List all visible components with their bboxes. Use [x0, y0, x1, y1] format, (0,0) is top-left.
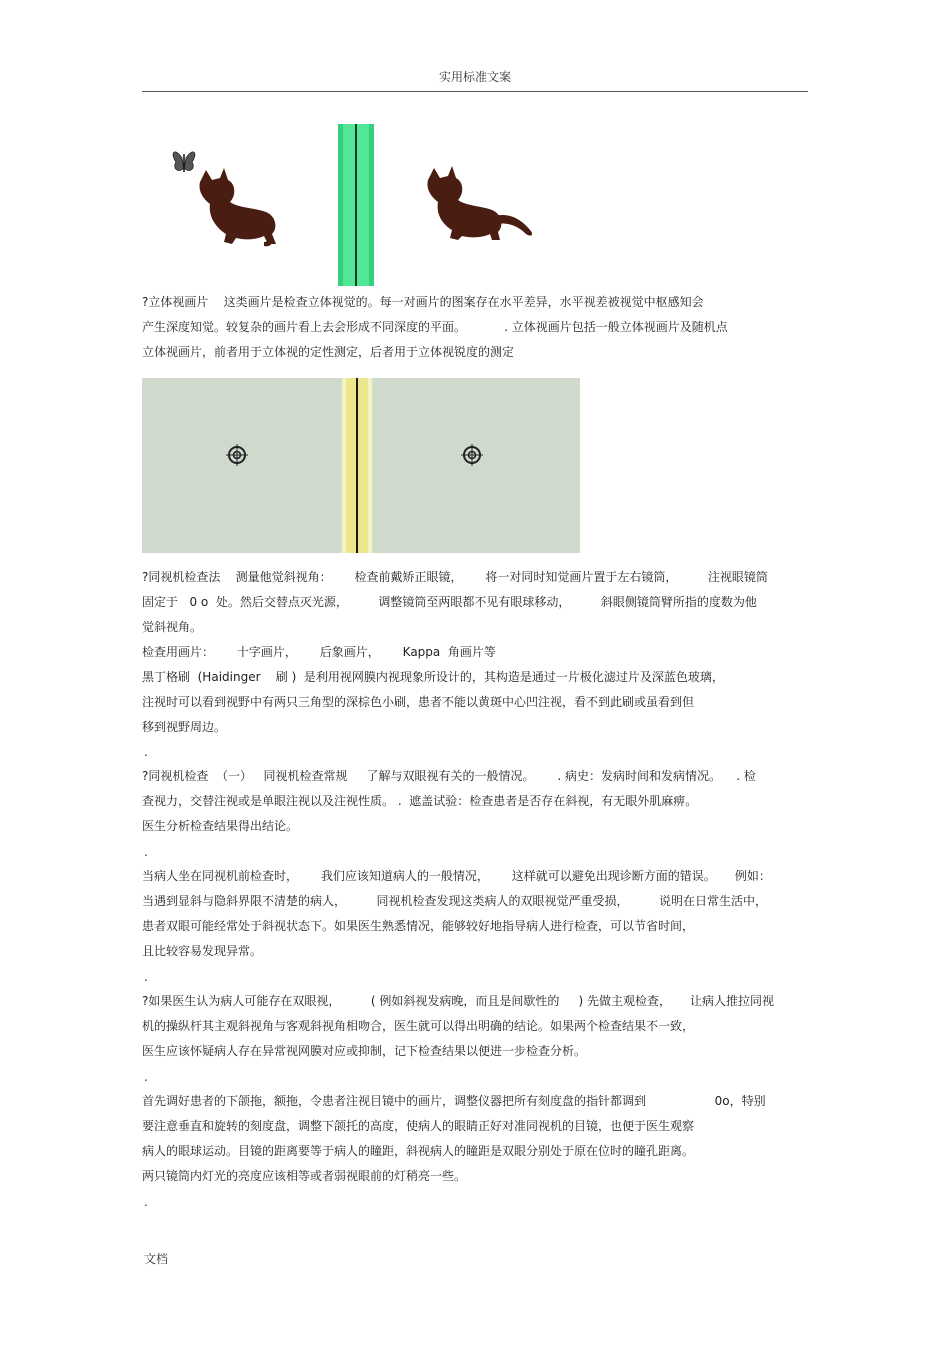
text-line: 产生深度知觉。较复杂的画片看上去会形成不同深度的平面。 . 立体视画片包括一般立体视画片及随机点: [142, 320, 728, 334]
text-line: 患者双眼可能经常处于斜视状态下。如果医生熟悉情况，能够较好地指导病人进行检查，可以节省时间，: [142, 919, 695, 933]
fixation-target-figure: [142, 378, 580, 553]
text-line: ?立体视画片 这类画片是检查立体视觉的。每一对画片的图案存在水平差异，水平视差被视觉中枢感知会: [142, 295, 704, 309]
text-line: 病人的眼球运动。目镜的距离要等于病人的瞳距，斜视病人的瞳距是双眼分别处于原在位时的瞳孔距离。: [142, 1144, 695, 1158]
page-header-title: 实用标准文案: [438, 70, 511, 84]
separator-dot: .: [144, 1195, 148, 1209]
text-line: 当遇到显斜与隐斜界限不清楚的病人， 同视机检查发现这类病人的双眼视觉严重受损， 说明在日常生活中，: [142, 894, 768, 908]
separator-dot: .: [144, 745, 148, 759]
text-line: ?同视机检查 （一） 同视机检查常规 了解与双眼视有关的一般情况。 . 病史：发病时间和发病情况。 . 检: [142, 769, 756, 783]
text-line: 黑丁格刷 (Haidinger 刷 ) 是利用视网膜内视现象所设计的，其构造是通过一片极化滤过片及深蓝色玻璃，: [142, 670, 724, 684]
text-line: 觉斜视角。: [142, 620, 203, 634]
separator-dot: .: [144, 970, 148, 984]
text-line: 医生应该怀疑病人存在异常视网膜对应或抑制，记下检查结果以便进一步检查分析。: [142, 1044, 587, 1058]
separator-dot: .: [144, 1070, 148, 1084]
text-line: 检查用画片： 十字画片， 后象画片， Kappa 角画片等: [142, 645, 496, 659]
text-line: ?同视机检查法 测量他觉斜视角： 检查前戴矫正眼镜， 将一对同时知觉画片置于左右镜筒， 注视眼镜筒: [142, 570, 768, 584]
text-line: 且比较容易发现异常。: [142, 944, 263, 958]
stereo-picture-figure: [160, 124, 570, 286]
text-line: 要注意垂直和旋转的刻度盘，调整下颌托的高度，使病人的眼睛正好对准同视机的目镜，也便于医生观察: [142, 1119, 695, 1133]
text-line: 两只镜筒内灯光的亮度应该相等或者弱视眼前的灯稍亮一些。: [142, 1169, 467, 1183]
text-line: 注视时可以看到视野中有两只三角型的深棕色小刷，患者不能以黄斑中心凹注视，看不到此刷或虽看到但: [142, 695, 695, 709]
text-line: ?如果医生认为病人可能存在双眼视， ( 例如斜视发病晚，而且是间歇性的 ) 先做主观检查， 让病人推拉同视: [142, 994, 775, 1008]
text-line: 固定于 0 o 处。然后交替点灭光源， 调整镜筒至两眼都不见有眼球移动， 斜眼侧镜筒臂所指的度数为他: [142, 595, 757, 609]
text-line: 机的操纵杆其主观斜视角与客观斜视角相吻合，医生就可以得出明确的结论。如果两个检查结果不一致，: [142, 1019, 695, 1033]
text-line: 移到视野周边。: [142, 720, 227, 734]
text-line: 查视力，交替注视或是单眼注视以及注视性质。 . 遮盖试验：检查患者是否存在斜视，有无眼外肌麻痹。: [142, 794, 698, 808]
text-line: 立体视画片，前者用于立体视的定性测定，后者用于立体视锐度的测定: [142, 345, 515, 359]
page-footer: 文档: [144, 1252, 169, 1266]
text-line: 当病人坐在同视机前检查时， 我们应该知道病人的一般情况， 这样就可以避免出现诊断方面的错误。 例如：: [142, 869, 771, 883]
butterfly-icon: [173, 152, 195, 172]
text-line: 首先调好患者的下颌拖，额拖，令患者注视目镜中的画片，调整仪器把所有刻度盘的指针都调到 0o，特别: [142, 1094, 766, 1108]
text-line: 医生分析检查结果得出结论。: [142, 819, 299, 833]
separator-dot: .: [144, 845, 148, 859]
header-divider: [142, 91, 808, 92]
